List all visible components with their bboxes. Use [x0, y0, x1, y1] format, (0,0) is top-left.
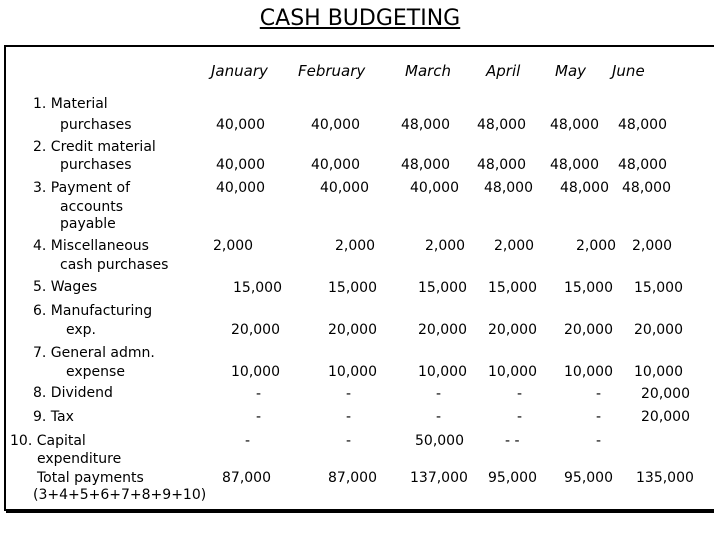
value-cell: 2,000: [576, 238, 617, 254]
total-cell: 87,000: [222, 470, 271, 486]
row-label: expenditure: [37, 451, 122, 467]
value-cell: 20,000: [634, 322, 683, 338]
value-cell: -: [436, 409, 442, 425]
value-cell: 48,000: [477, 157, 526, 173]
value-cell: 48,000: [560, 180, 609, 196]
value-cell: -: [517, 386, 523, 402]
value-cell: 40,000: [410, 180, 459, 196]
total-cell: 137,000: [410, 470, 468, 486]
row-label: accounts: [60, 199, 124, 215]
row-label: 1. Material: [33, 96, 108, 112]
value-cell: -: [346, 433, 352, 449]
value-cell: 48,000: [618, 117, 667, 133]
header-may: May: [555, 62, 587, 80]
value-cell: 40,000: [311, 117, 360, 133]
value-cell: 2,000: [335, 238, 376, 254]
row-label: 3. Payment of: [33, 180, 131, 196]
row-label: 7. General admn.: [33, 345, 155, 361]
row-label: purchases: [60, 117, 132, 133]
value-cell: -: [256, 409, 262, 425]
value-cell: 10,000: [418, 364, 467, 380]
page-title: CASH BUDGETING: [259, 6, 461, 31]
value-cell: 20,000: [641, 409, 690, 425]
row-label: expense: [66, 364, 125, 380]
total-cell: 95,000: [488, 470, 537, 486]
value-cell: 15,000: [233, 280, 282, 296]
value-cell: 10,000: [564, 364, 613, 380]
value-cell: 15,000: [564, 280, 613, 296]
row-label: Total payments: [37, 470, 144, 486]
value-cell: 40,000: [216, 157, 265, 173]
value-cell: 2,000: [494, 238, 535, 254]
header-february: February: [298, 62, 366, 80]
value-cell: -: [517, 409, 523, 425]
value-cell: 40,000: [216, 180, 265, 196]
value-cell: 48,000: [401, 117, 450, 133]
value-cell: 20,000: [641, 386, 690, 402]
header-june: June: [612, 62, 645, 80]
value-cell: -: [596, 433, 602, 449]
value-cell: 15,000: [328, 280, 377, 296]
value-cell: 40,000: [320, 180, 369, 196]
row-label: purchases: [60, 157, 132, 173]
value-cell: 48,000: [622, 180, 671, 196]
value-cell: -: [346, 409, 352, 425]
row-label: 5. Wages: [33, 279, 98, 295]
value-cell: -: [436, 386, 442, 402]
value-cell: 20,000: [488, 322, 537, 338]
value-cell: 20,000: [418, 322, 467, 338]
value-cell: 40,000: [216, 117, 265, 133]
value-cell: 15,000: [634, 280, 683, 296]
value-cell: 2,000: [425, 238, 466, 254]
value-cell: 10,000: [231, 364, 280, 380]
total-cell: 135,000: [636, 470, 694, 486]
value-cell: 10,000: [634, 364, 683, 380]
value-cell: 2,000: [632, 238, 673, 254]
header-march: March: [405, 62, 452, 80]
total-cell: 87,000: [328, 470, 377, 486]
value-cell: 48,000: [618, 157, 667, 173]
value-cell: 48,000: [550, 157, 599, 173]
row-label: 10. Capital: [10, 433, 86, 449]
value-cell: 10,000: [328, 364, 377, 380]
value-cell: 20,000: [564, 322, 613, 338]
header-april: April: [486, 62, 521, 80]
value-cell: 15,000: [418, 280, 467, 296]
value-cell: 10,000: [488, 364, 537, 380]
value-cell: 15,000: [488, 280, 537, 296]
value-cell: 40,000: [311, 157, 360, 173]
value-cell: 50,000: [415, 433, 464, 449]
row-label: exp.: [66, 322, 96, 338]
row-label: (3+4+5+6+7+8+9+10): [33, 487, 207, 503]
value-cell: -: [596, 386, 602, 402]
row-label: 9. Tax: [33, 409, 74, 425]
row-label: 8. Dividend: [33, 385, 113, 401]
value-cell: 48,000: [401, 157, 450, 173]
value-cell: 48,000: [484, 180, 533, 196]
row-label: 4. Miscellaneous: [33, 238, 149, 254]
value-cell: -: [245, 433, 251, 449]
value-cell: 48,000: [550, 117, 599, 133]
row-label: cash purchases: [60, 257, 169, 273]
row-label: payable: [60, 216, 116, 232]
row-label: 2. Credit material: [33, 139, 156, 155]
header-january: January: [211, 62, 268, 80]
value-cell: -: [256, 386, 262, 402]
row-label: 6. Manufacturing: [33, 303, 153, 319]
value-cell: 2,000: [213, 238, 254, 254]
value-cell: - -: [505, 433, 520, 449]
value-cell: 20,000: [231, 322, 280, 338]
value-cell: 20,000: [328, 322, 377, 338]
table-frame: [4, 45, 714, 511]
value-cell: 48,000: [477, 117, 526, 133]
value-cell: -: [346, 386, 352, 402]
total-cell: 95,000: [564, 470, 613, 486]
value-cell: -: [596, 409, 602, 425]
